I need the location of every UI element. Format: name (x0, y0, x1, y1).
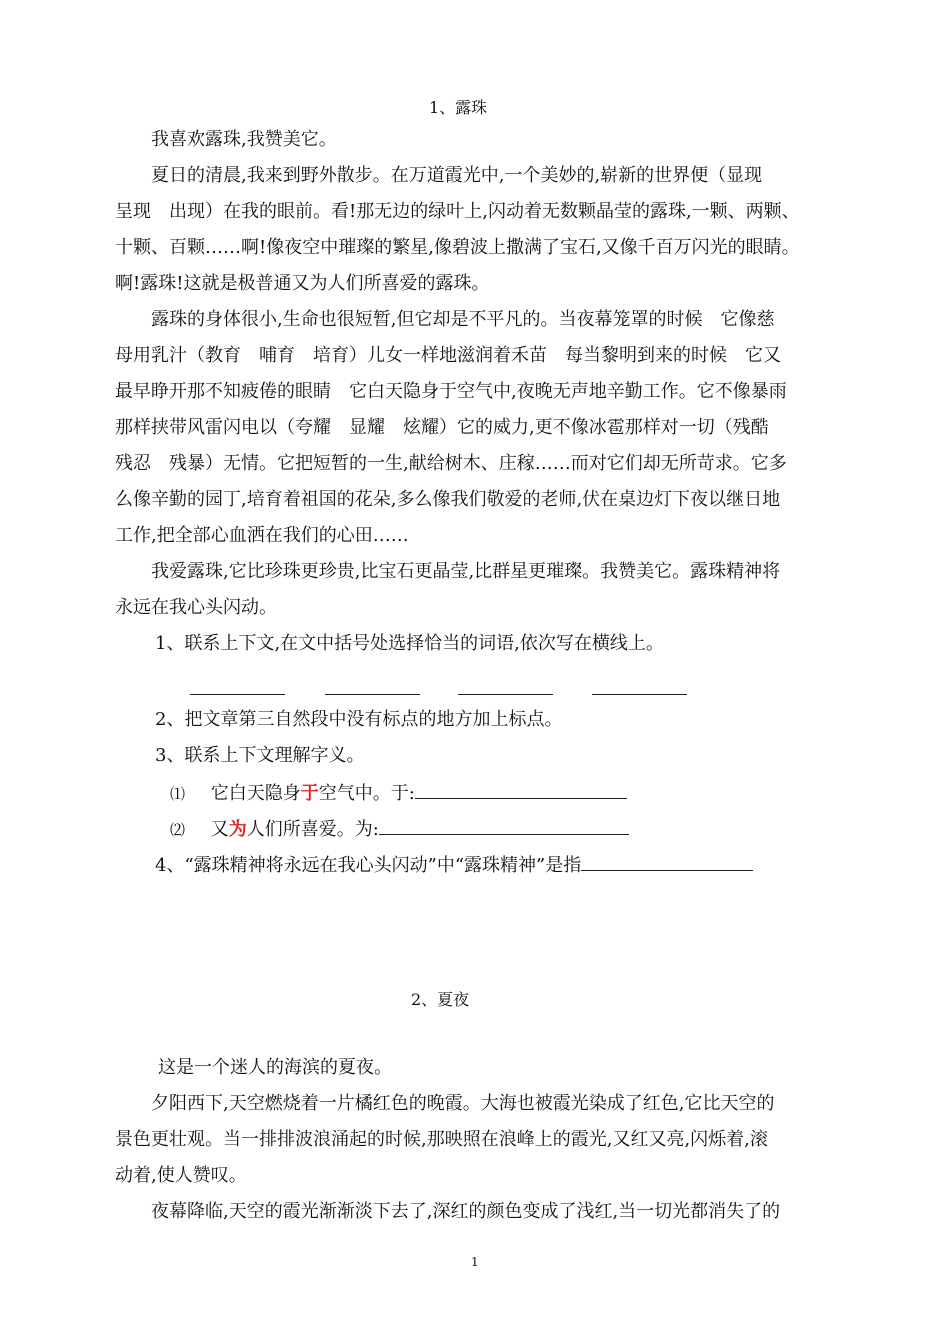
paragraph-line: 景色更壮观。当一排排波浪涌起的时候,那映照在浪峰上的霞光,又红又亮,闪烁着,滚 (115, 1129, 768, 1150)
paragraph-line: 呈现 出现）在我的眼前。看!那无边的绿叶上,闪动着无数颗晶莹的露珠,一颗、两颗、 (115, 201, 800, 222)
item-number: ⑴ (170, 785, 186, 803)
section1-title: 1、露珠 (429, 98, 488, 117)
question-4 (155, 852, 753, 878)
question-4-text: 4、“露珠精神将永远在我心头闪动”中“露珠精神”是指 (155, 855, 582, 876)
question-3-item-1 (170, 780, 627, 806)
paragraph-line: 么像辛勤的园丁,培育着祖国的花朵,多么像我们敬爱的老师,伏在桌边灯下夜以继日地 (115, 489, 781, 510)
paragraph-line: 最早睁开那不知疲倦的眼睛 它白天隐身于空气中,夜晚无声地辛勤工作。它不像暴雨 (115, 381, 787, 402)
paragraph-line: 那样挟带风雷闪电以（夸耀 显耀 炫耀）它的威力,更不像冰雹那样对一切（残酷 (115, 417, 769, 438)
page-number: 1 (471, 1255, 479, 1269)
answer-blank-3[interactable] (458, 676, 553, 695)
paragraph-line: 啊!露珠!这就是极普通又为人们所喜爱的露珠。 (115, 273, 490, 294)
paragraph-line: 母用乳汁（教育 哺育 培育）儿女一样地滋润着禾苗 每当黎明到来的时候 它又 (115, 345, 781, 366)
paragraph-line: 我爱露珠,它比珍珠更珍贵,比宝石更晶莹,比群星更璀璨。我赞美它。露珠精神将 (151, 561, 781, 582)
paragraph-line: 这是一个迷人的海滨的夏夜。 (158, 1057, 392, 1078)
sentence-part: 空气中。于: (318, 783, 415, 804)
sentence-part: 人们所喜爱。为: (246, 819, 379, 840)
highlighted-char: 为 (228, 819, 247, 840)
sentence-part: 又 (210, 819, 229, 840)
section2-title: 2、夏夜 (411, 990, 470, 1009)
question-3-item-2 (170, 816, 629, 842)
item-number: ⑵ (170, 821, 186, 839)
answer-blank-4[interactable] (592, 676, 687, 695)
highlighted-char: 于 (300, 783, 319, 804)
paragraph-line: 永远在我心头闪动。 (115, 597, 277, 618)
answer-blank-2[interactable] (325, 676, 420, 695)
answer-blank-1[interactable] (190, 676, 285, 695)
paragraph-line: 夜幕降临,天空的霞光渐渐淡下去了,深红的颜色变成了浅红,当一切光都消失了的 (151, 1201, 781, 1222)
paragraph-line: 夏日的清晨,我来到野外散步。在万道霞光中,一个美妙的,崭新的世界便（显现 (151, 165, 763, 186)
paragraph-line: 工作,把全部心血洒在我们的心田…… (115, 525, 409, 546)
paragraph-line: 夕阳西下,天空燃烧着一片橘红色的晚霞。大海也被霞光染成了红色,它比天空的 (151, 1093, 775, 1114)
paragraph-line: 十颗、百颗……啊!像夜空中璀璨的繁星,像碧波上撒满了宝石,又像千百万闪光的眼睛。 (115, 237, 800, 258)
question-1: 1、联系上下文,在文中括号处选择恰当的词语,依次写在横线上。 (155, 633, 664, 654)
paragraph-line: 残忍 残暴）无情。它把短暂的一生,献给树木、庄稼……而对它们却无所苛求。它多 (115, 453, 787, 474)
answer-blank[interactable] (581, 852, 753, 871)
sentence-part: 它白天隐身 (210, 783, 301, 804)
paragraph-line: 我喜欢露珠,我赞美它。 (151, 129, 337, 150)
question-3: 3、联系上下文理解字义。 (155, 745, 365, 766)
answer-blank[interactable] (415, 780, 627, 799)
answer-blank[interactable] (379, 816, 629, 835)
question-2: 2、把文章第三自然段中没有标点的地方加上标点。 (155, 709, 563, 730)
paragraph-line: 动着,使人赞叹。 (115, 1165, 247, 1186)
paragraph-line: 露珠的身体很小,生命也很短暂,但它却是不平凡的。当夜幕笼罩的时候 它像慈 (151, 309, 775, 330)
